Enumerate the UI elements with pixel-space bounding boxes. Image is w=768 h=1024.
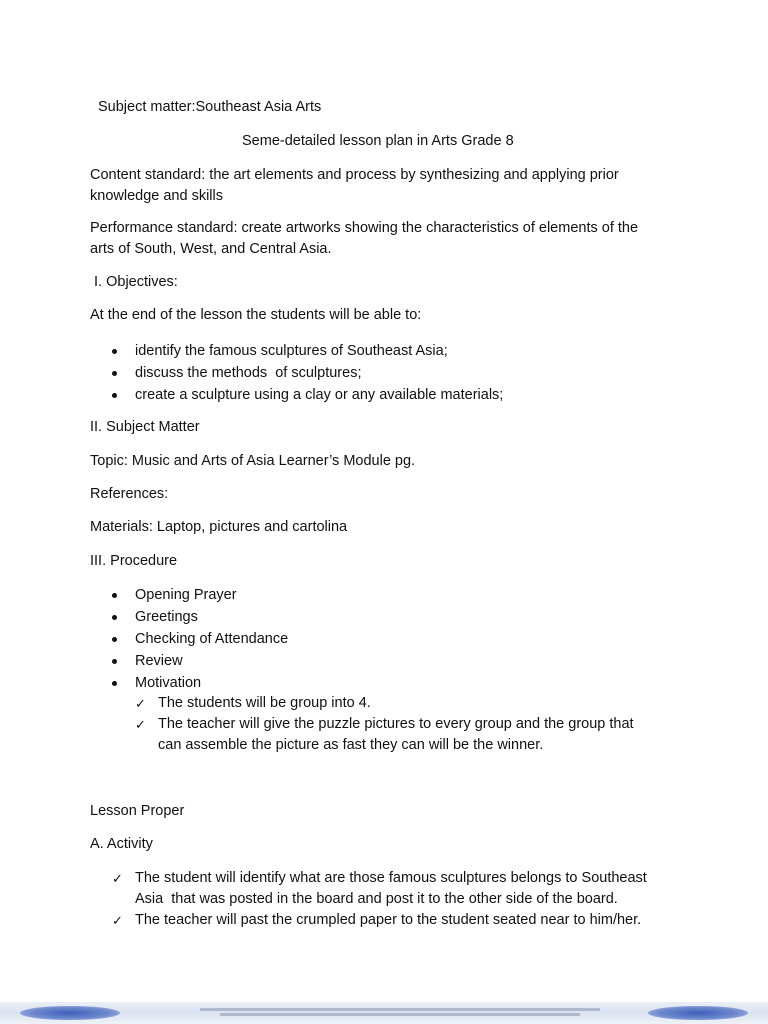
bullet-dot-icon bbox=[112, 371, 117, 376]
bullet-dot-icon bbox=[112, 615, 117, 620]
list-item: Greetings bbox=[112, 606, 288, 628]
footer-logo-right bbox=[648, 1006, 748, 1020]
materials-line: Materials: Laptop, pictures and cartolina bbox=[90, 519, 348, 535]
list-item: Review bbox=[112, 650, 288, 672]
subject-matter-heading: II. Subject Matter bbox=[90, 419, 200, 435]
list-item: discuss the methods of sculptures; bbox=[112, 362, 503, 384]
footer-banner-text bbox=[220, 1013, 580, 1016]
objectives-intro: At the end of the lesson the students will be able to: bbox=[90, 307, 422, 323]
procedure-heading: III. Procedure bbox=[90, 553, 178, 569]
topic-line: Topic: Music and Arts of Asia Learner’s Module pg. bbox=[90, 453, 416, 469]
performance-standard-line-1: Performance standard: create artworks showing the characteristics of elements of the bbox=[90, 220, 639, 236]
bullet-dot-icon bbox=[112, 349, 117, 354]
content-standard-line-1: Content standard: the art elements and process by synthesizing and applying prior bbox=[90, 167, 619, 183]
list-item: identify the famous sculptures of Southeast Asia; bbox=[112, 340, 503, 362]
bullet-dot-icon bbox=[112, 593, 117, 598]
performance-standard bbox=[90, 218, 680, 260]
lesson-proper-heading: Lesson Proper bbox=[90, 803, 185, 819]
performance-standard-line-2: arts of South, West, and Central Asia. bbox=[90, 241, 332, 257]
list-item: ✓ The teacher will give the puzzle pictures to every group and the group that can assemble the picture as fast they can will be the winner. bbox=[135, 716, 634, 753]
footer-banner-text bbox=[200, 1008, 600, 1011]
list-item: ✓ The student will identify what are those famous sculptures belongs to Southeast Asia that was posted in the board and post it to the other side of the board. bbox=[112, 870, 647, 907]
activity-checklist bbox=[112, 868, 647, 931]
objectives-heading: I. Objectives: bbox=[90, 274, 178, 290]
objectives-list bbox=[112, 340, 503, 406]
list-item: Checking of Attendance bbox=[112, 628, 288, 650]
checkmark-icon: ✓ bbox=[135, 717, 146, 732]
content-standard-line-2: knowledge and skills bbox=[90, 188, 223, 204]
references-line: References: bbox=[90, 486, 169, 502]
procedure-list bbox=[112, 584, 288, 694]
bullet-dot-icon bbox=[112, 681, 117, 686]
checkmark-icon: ✓ bbox=[112, 913, 123, 928]
bullet-dot-icon bbox=[112, 393, 117, 398]
list-item: Opening Prayer bbox=[112, 584, 288, 606]
subject-matter-line: Subject matter:Southeast Asia Arts bbox=[98, 99, 322, 115]
bullet-dot-icon bbox=[112, 659, 117, 664]
checkmark-icon: ✓ bbox=[135, 696, 146, 711]
checkmark-icon: ✓ bbox=[112, 871, 123, 886]
footer-logo-left bbox=[20, 1006, 120, 1020]
list-item: ✓ The students will be group into 4. bbox=[135, 693, 634, 714]
list-item: Motivation bbox=[112, 672, 288, 694]
motivation-checklist bbox=[135, 693, 634, 756]
activity-heading: A. Activity bbox=[90, 836, 153, 852]
bullet-dot-icon bbox=[112, 637, 117, 642]
content-standard bbox=[90, 165, 680, 207]
list-item: create a sculpture using a clay or any available materials; bbox=[112, 384, 503, 406]
list-item: ✓ The teacher will past the crumpled paper to the student seated near to him/her. bbox=[112, 910, 647, 931]
document-title: Seme-detailed lesson plan in Arts Grade 8 bbox=[242, 133, 514, 149]
